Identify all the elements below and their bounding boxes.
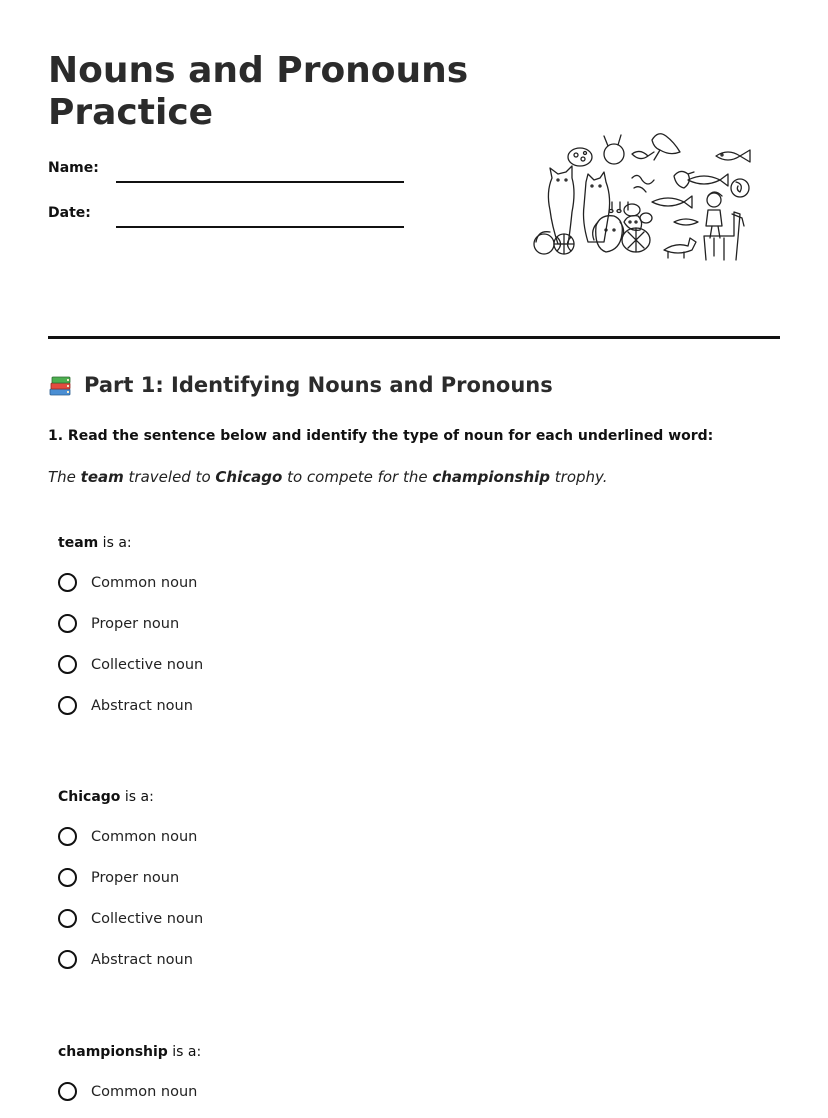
option-label: Proper noun: [91, 615, 180, 632]
name-label: Name:: [48, 160, 99, 176]
date-label: Date:: [48, 205, 91, 221]
option-label: Collective noun: [91, 910, 204, 927]
group-word: Chicago: [58, 789, 121, 805]
sentence-word-chicago: Chicago: [215, 468, 283, 486]
option-common-noun[interactable]: [58, 827, 197, 846]
option-proper-noun[interactable]: [58, 614, 179, 633]
title-line-1: Nouns and Pronouns: [48, 50, 469, 91]
option-label: Proper noun: [91, 869, 180, 886]
question-1: 1. Read the sentence below and identify the type of noun for each underlined word:: [48, 428, 714, 444]
radio-button[interactable]: [58, 827, 77, 846]
group-label: [58, 1044, 201, 1060]
option-label: Common noun: [91, 828, 198, 845]
group-label: [58, 535, 132, 551]
sentence-text-4: trophy.: [550, 468, 608, 486]
sentence-word-team: team: [80, 468, 124, 486]
option-label: Abstract noun: [91, 697, 193, 714]
radio-button[interactable]: [58, 696, 77, 715]
option-label: Common noun: [91, 574, 198, 591]
title-line-2: Practice: [48, 92, 214, 133]
group-word: championship: [58, 1044, 168, 1060]
radio-button[interactable]: [58, 655, 77, 674]
radio-button[interactable]: [58, 614, 77, 633]
radio-button[interactable]: [58, 909, 77, 928]
radio-button[interactable]: [58, 1082, 77, 1101]
group-suffix: is a:: [120, 789, 154, 805]
part1-heading: [48, 372, 553, 398]
books-icon: [48, 372, 74, 398]
question-group-team: [58, 535, 204, 714]
sentence-word-championship: championship: [432, 468, 551, 486]
option-label: Common noun: [91, 1083, 198, 1100]
option-common-noun[interactable]: [58, 1082, 197, 1101]
question-group-chicago: [58, 789, 204, 968]
option-abstract-noun[interactable]: [58, 950, 193, 969]
sentence-text-3: to compete for the: [282, 468, 433, 486]
question-sentence: [48, 468, 608, 486]
sentence-text-2: traveled to: [123, 468, 216, 486]
option-collective-noun[interactable]: [58, 909, 203, 928]
question-group-championship: [58, 1044, 202, 1100]
option-common-noun[interactable]: [58, 573, 197, 592]
option-abstract-noun[interactable]: [58, 696, 193, 715]
radio-button[interactable]: [58, 950, 77, 969]
date-field[interactable]: [116, 226, 404, 228]
name-field[interactable]: [116, 181, 404, 183]
sentence-text-1: The: [48, 468, 81, 486]
option-label: Collective noun: [91, 656, 204, 673]
group-label: [58, 789, 154, 805]
section-divider: [48, 336, 780, 339]
animals-illustration: [528, 126, 760, 266]
radio-button[interactable]: [58, 573, 77, 592]
part1-heading-text: Part 1: Identifying Nouns and Pronouns: [84, 373, 553, 397]
option-collective-noun[interactable]: [58, 655, 203, 674]
group-suffix: is a:: [167, 1044, 202, 1060]
group-word: team: [58, 535, 99, 551]
option-label: Abstract noun: [91, 951, 193, 968]
group-suffix: is a:: [98, 535, 132, 551]
radio-button[interactable]: [58, 868, 77, 887]
page-title: [48, 50, 488, 134]
option-proper-noun[interactable]: [58, 868, 179, 887]
